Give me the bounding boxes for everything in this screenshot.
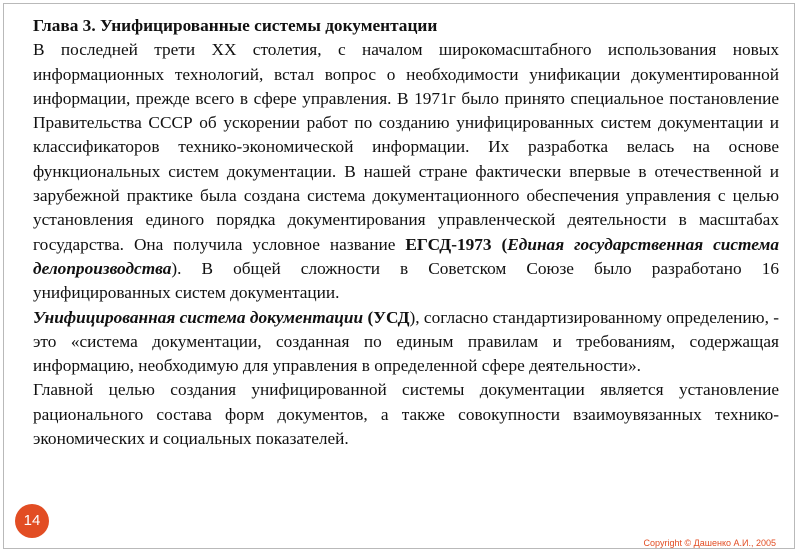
usd-open-paren: ( <box>363 307 374 327</box>
egsd-abbreviation: ЕГСД-1973 <box>405 234 492 254</box>
chapter-heading: Глава 3. Унифицированные системы документации <box>33 16 438 35</box>
page-number-badge: 14 <box>15 504 49 538</box>
paragraph-definition-text: ), согласно стандартизированному определению, - это «система документации, созданная по единым правилам и требованиям, содержащая информацию, необходимую для управления в определенной сфере деятельности». <box>33 307 780 376</box>
paragraph-history-text-2: ). В общей сложности в Советском Союзе было разработано 16 унифицированных систем документации. <box>33 258 779 303</box>
paragraph-definition <box>33 306 779 379</box>
paragraph-history <box>33 38 779 305</box>
egsd-open-paren: ( <box>491 234 508 254</box>
usd-abbreviation: УСД <box>373 307 410 327</box>
usd-term: Унифицированная система документации <box>33 307 364 327</box>
paragraph-goal: Главной целью создания унифицированной системы документации является установление рационального состава форм документов, а также совокупности взаимоувязанных технико-экономических и социальных показателей. <box>33 380 779 449</box>
paragraph-history-text-1: В последней трети XX столетия, с началом широкомасштабного использования новых информационных технологий, встал вопрос о необходимости унификации документированной информации, прежде всего в сфере управления. В 1971г было принято специальное постановление Правительства СССР об ускорении работ по созданию унифицированных систем документации и классификаторов технико-экономической информации. Их разработка велась на основе функциональных систем документации. В нашей стране фактически впервые в отечественной и зарубежной практике была создана система документационного обеспечения управления с целью установления единого порядка документирования управленческой деятельности в масштабах государства. Она получила условное название <box>33 40 779 254</box>
slide-content <box>33 14 779 451</box>
egsd-full-name: Единая государственная система делопроизводства <box>33 234 779 278</box>
copyright-notice: Copyright © Дашенко А.И., 2005 <box>643 538 776 548</box>
